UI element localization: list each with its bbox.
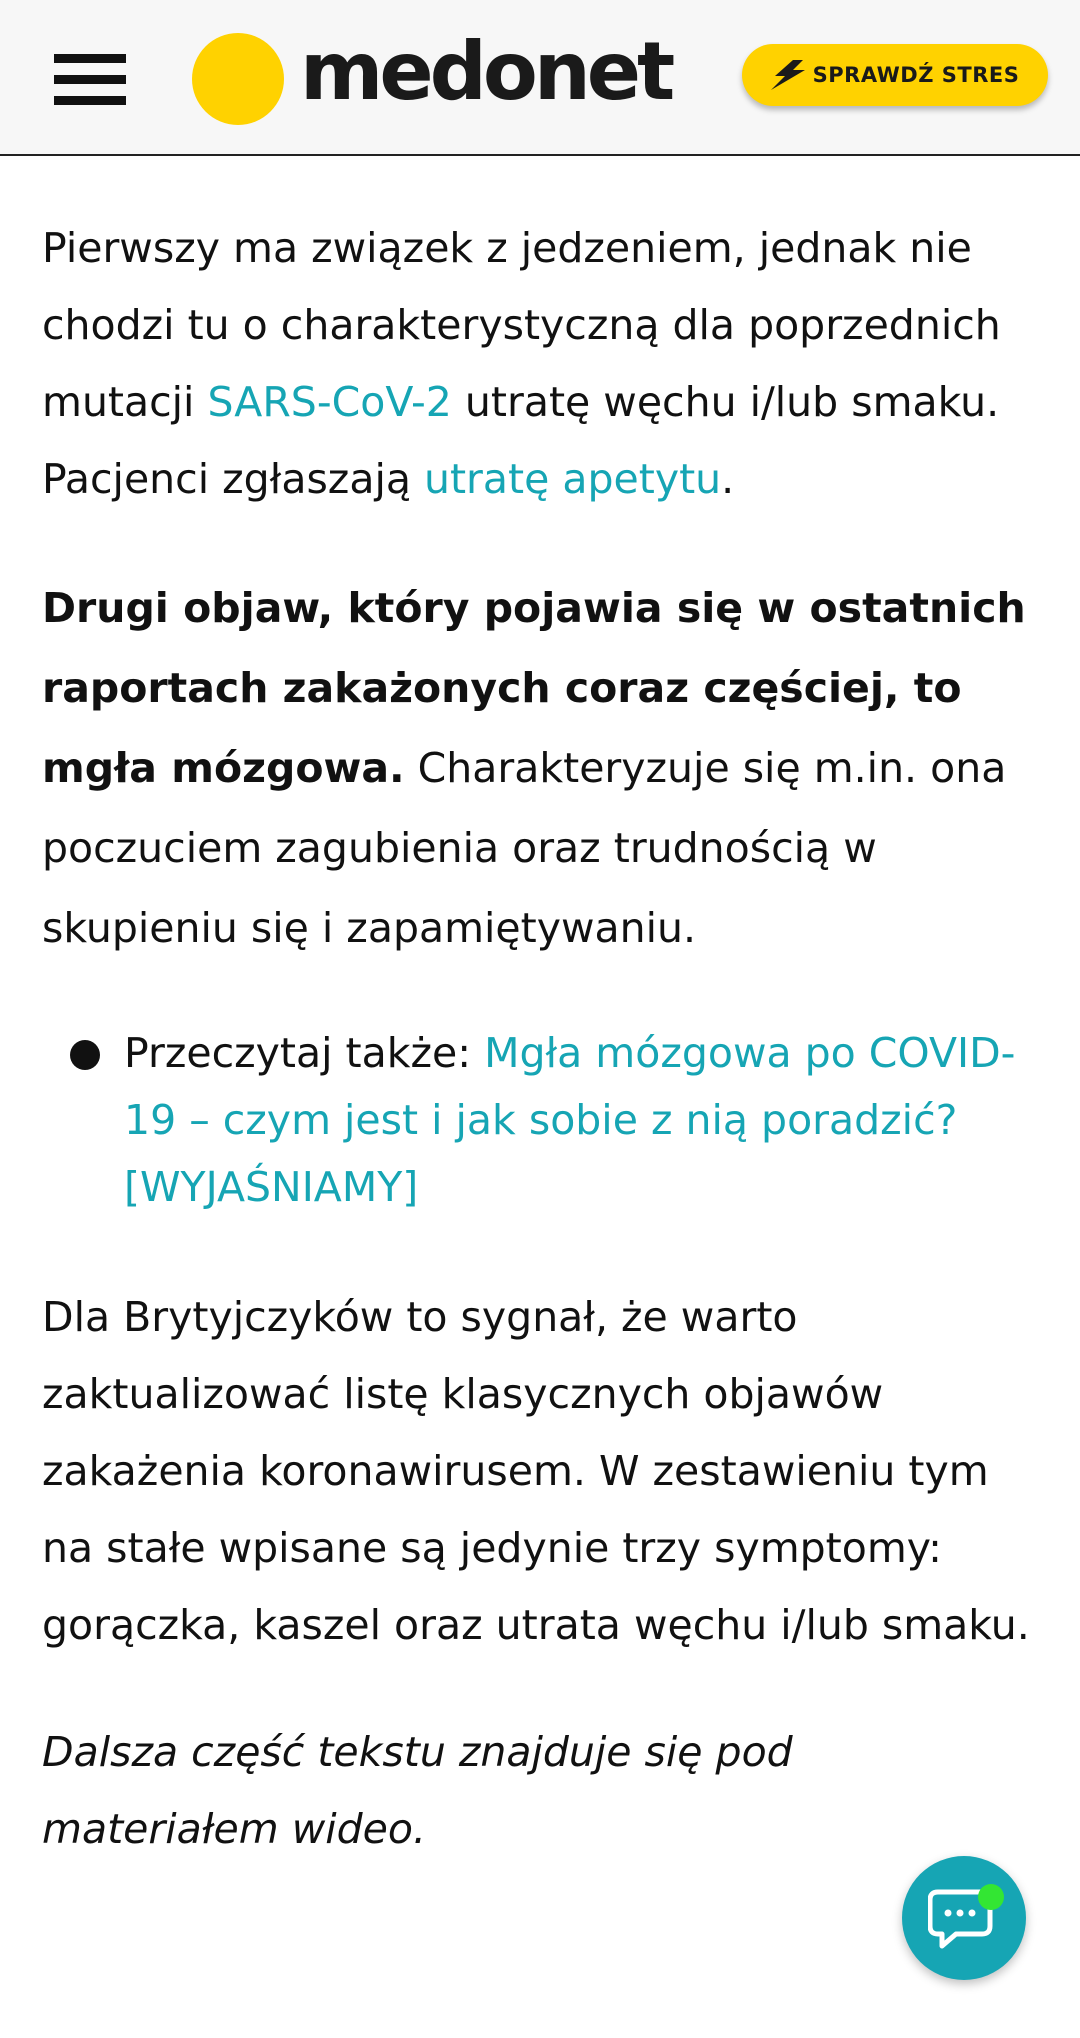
paragraph-appetite [42,210,1038,518]
site-logo[interactable]: medonet [300,25,672,118]
check-stress-button[interactable] [742,44,1048,106]
paragraph-bold-text: Drugi objaw, który pojawia się w ostatnich raportach zakażonych coraz częściej, to mgła mózgowa. [42,584,1026,792]
check-stress-label: SPRAWDŹ STRES [812,63,1020,87]
paragraph-symptoms-list: Dla Brytyjczyków to sygnał, że warto zaktualizować listę klasycznych objawów zakażenia koronawirusem. W zestawieniu tym na stałe wpisane są jedynie trzy symptomy: gorączka, kaszel oraz utrata węchu i/lub smaku. [42,1293,1030,1649]
paragraph-text: . [721,455,735,503]
link-related-brain-fog-article[interactable]: Mgła mózgowa po COVID-19 – czym jest i jak sobie z nią poradzić? [WYJAŚNIAMY] [124,1029,1016,1211]
paragraph-text: Charakteryzuje się m.in. ona poczuciem zagubienia oraz trudnością w skupieniu się i zapamiętywaniu. [42,744,1007,952]
paragraph-brain-fog [42,568,1038,968]
bullet-icon [70,1040,100,1070]
logo-dot-icon[interactable] [192,33,284,125]
link-loss-of-appetite[interactable]: utratę apetytu [424,455,722,503]
hamburger-menu-icon[interactable] [54,54,126,106]
related-articles-list [42,1020,1038,1221]
link-sars-cov-2[interactable]: SARS-CoV-2 [207,378,452,426]
chat-button[interactable] [902,1856,1026,1980]
list-item [42,1020,1038,1221]
lightning-bolt-icon [771,60,807,90]
related-prefix: Przeczytaj także: [124,1029,485,1077]
site-header [0,0,1080,156]
online-status-indicator [978,1884,1004,1910]
paragraph-text: utratę węchu i/lub smaku. Pacjenci zgłaszają [42,378,1000,503]
article-body [42,210,1038,1918]
paragraph-text: Pierwszy ma związek z jedzeniem, jednak nie chodzi tu o charakterystyczną dla poprzednich mutacji [42,224,1001,426]
paragraph-video-note: Dalsza część tekstu znajduje się pod materiałem wideo. [42,1728,793,1853]
